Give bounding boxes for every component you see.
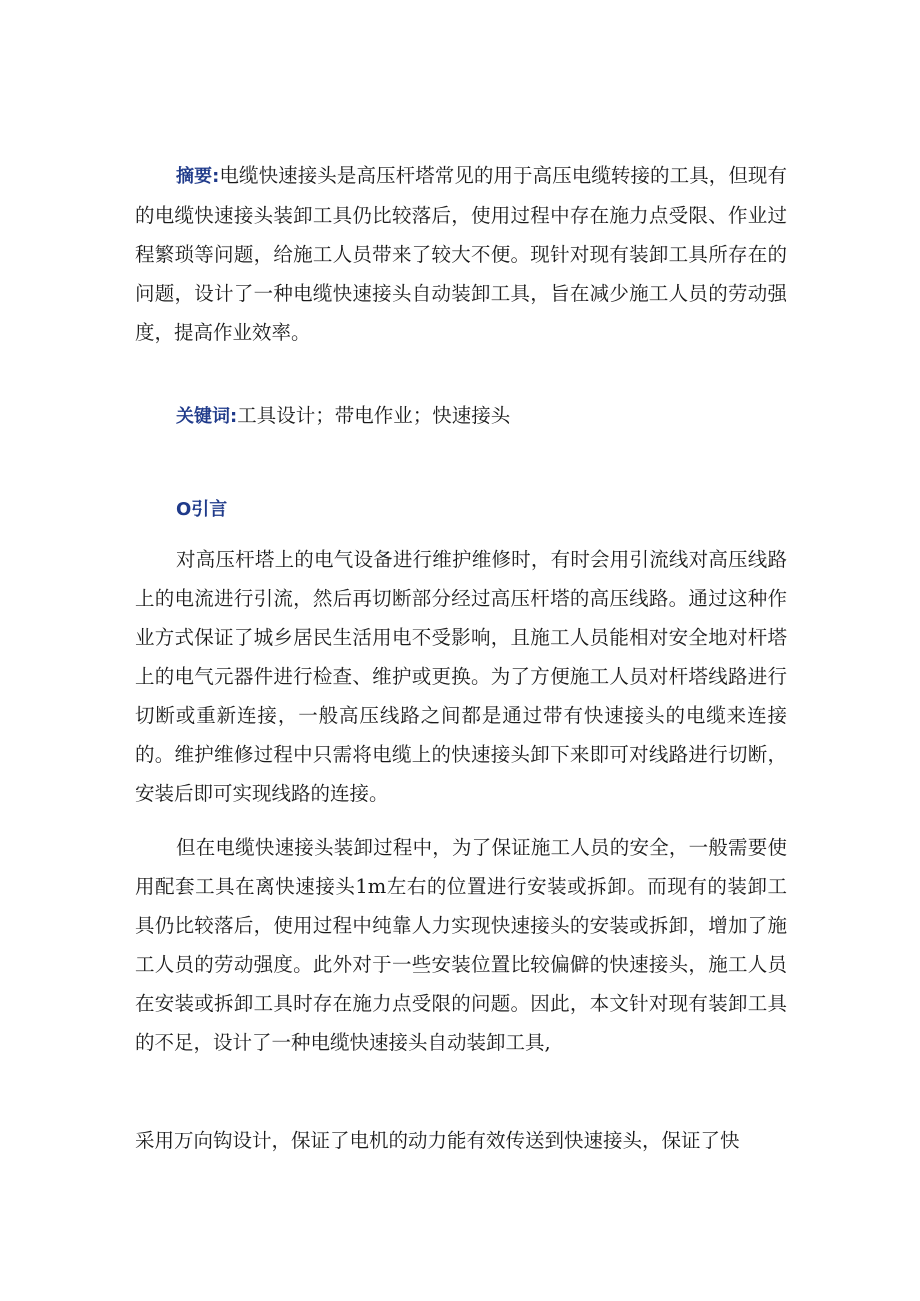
- keywords-paragraph: [135, 396, 787, 436]
- keywords-label: 关键词:: [176, 406, 238, 427]
- body-paragraph-3: 采用万向钩设计，保证了电机的动力能有效传送到快速接头，保证了快: [135, 1129, 740, 1152]
- abstract-label: 摘要:: [176, 166, 220, 187]
- keywords-text: 工具设计；带电作业；快速接头: [237, 404, 511, 427]
- abstract-text: 电缆快速接头是高压杆塔常见的用于高压电缆转接的工具，但现有的电缆快速接头装卸工具仍比较落后，使用过程中存在施力点受限、作业过程繁琐等问题，给施工人员带来了较大不便。现针对现有装卸工具所存在的问题，设计了一种电缆快速接头自动装卸工具，旨在减少施工人员的劳动强度，提高作业效率。: [135, 164, 787, 344]
- section-heading: O引言: [176, 499, 228, 520]
- body-paragraph-1: 对高压杆塔上的电气设备进行维护维修时，有时会用引流线对高压线路上的电流进行引流，然后再切断部分经过高压杆塔的高压线路。通过这种作业方式保证了城乡居民生活用电不受影响，且施工人员能相对安全地对杆塔上的电气元器件进行检查、维护或更换。为了方便施工人员对杆塔线路进行切断或重新连接，一般高压线路之间都是通过带有快速接头的电缆来连接的。维护维修过程中只需将电缆上的快速接头卸下来即可对线路进行切断，安装后即可实现线路的连接。: [135, 548, 787, 805]
- body-paragraph-2: 但在电缆快速接头装卸过程中，为了保证施工人员的安全，一般需要使用配套工具在离快速接头1m左右的位置进行安装或拆卸。而现有的装卸工具仍比较落后，使用过程中纯靠人力实现快速接头的安装或拆卸，增加了施工人员的劳动强度。此外对于一些安装位置比较偏僻的快速接头，施工人员在安装或拆卸工具时存在施力点受限的问题。因此，本文针对现有装卸工具的不足，设计了一种电缆快速接头自动装卸工具,: [135, 836, 787, 1054]
- abstract-paragraph: [135, 156, 787, 352]
